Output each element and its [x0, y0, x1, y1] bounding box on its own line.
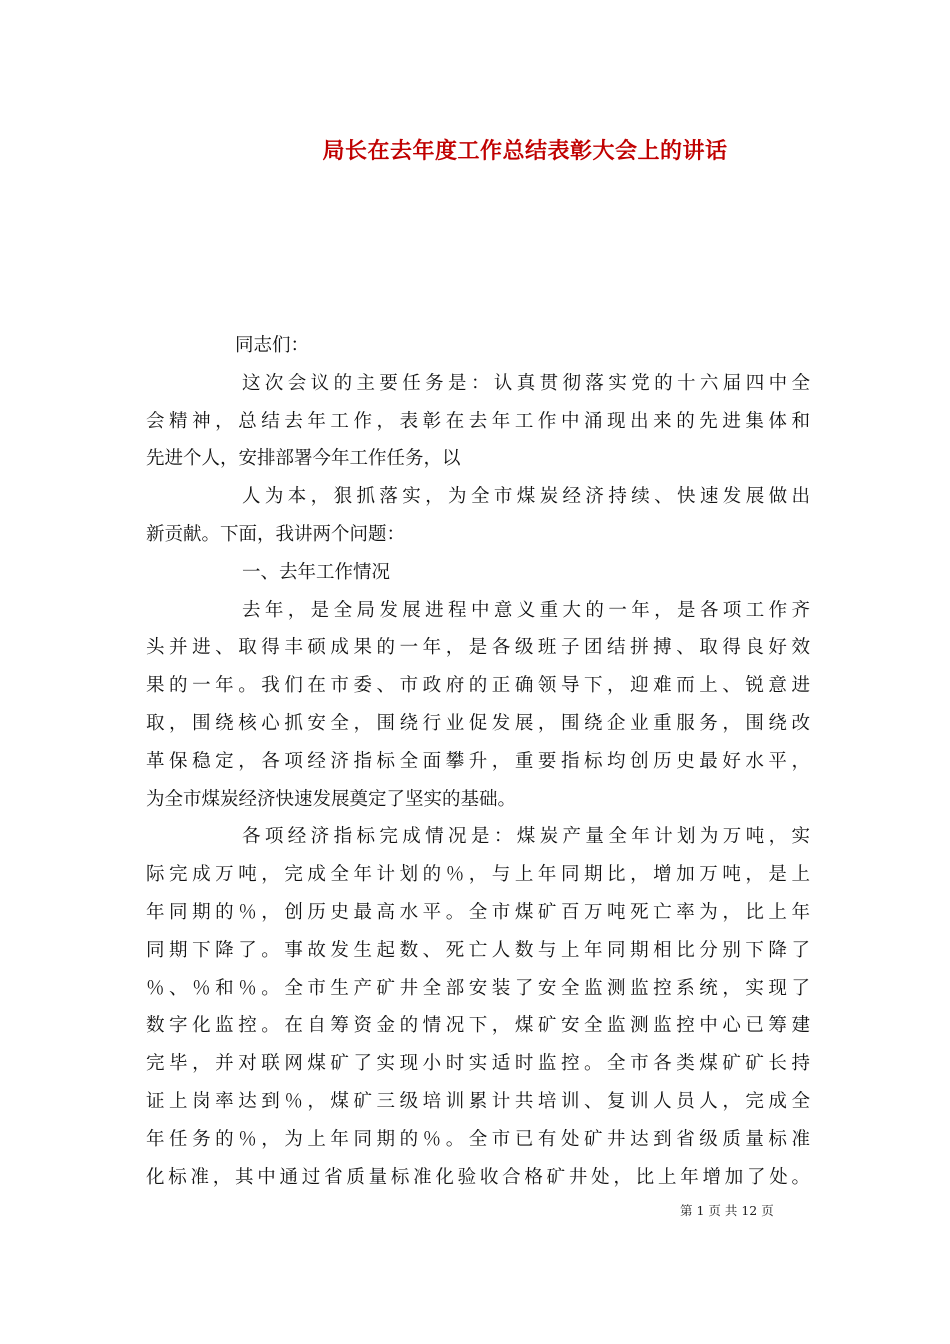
document-title: 局长在去年度工作总结表彰大会上的讲话	[322, 138, 728, 164]
paragraph-line: 人为本，狠抓落实，为全市煤炭经济持续、快速发展做出	[242, 486, 810, 508]
paragraph-line: 数字化监控。在自筹资金的情况下，煤矿安全监测监控中心已筹建	[146, 1015, 810, 1037]
paragraph-line: 完毕，并对联网煤矿了实现小时实适时监控。全市各类煤矿矿长持	[146, 1053, 810, 1075]
paragraph-line: 这次会议的主要任务是：认真贯彻落实党的十六届四中全	[242, 372, 810, 394]
document-body	[146, 327, 810, 1196]
section-heading: 一、去年工作情况	[242, 561, 391, 583]
page-number: 第 1 页 共 12 页	[680, 1203, 774, 1218]
paragraph-line: 化标准，其中通过省质量标准化验收合格矿井处，比上年增加了处。	[146, 1166, 810, 1188]
paragraph-line: 证上岗率达到％，煤矿三级培训累计共培训、复训人员人，完成全	[146, 1090, 810, 1112]
paragraph-line: 去年，是全局发展进程中意义重大的一年，是各项工作齐	[242, 599, 810, 621]
salutation: 同志们：	[235, 335, 310, 356]
paragraph-line: 革保稳定，各项经济指标全面攀升，重要指标均创历史最好水平，	[146, 750, 810, 772]
paragraph-line: 年任务的％，为上年同期的％。全市已有处矿井达到省级质量标准	[146, 1128, 810, 1150]
paragraph-line: 新贡献。下面，我讲两个问题：	[146, 523, 406, 545]
paragraph-line: ％、％和％。全市生产矿井全部安装了安全监测监控系统，实现了	[146, 977, 810, 999]
paragraph-line: 际完成万吨，完成全年计划的％，与上年同期比，增加万吨，是上	[146, 864, 810, 886]
paragraph-line: 各项经济指标完成情况是：煤炭产量全年计划为万吨，实	[242, 826, 810, 848]
paragraph-line: 会精神，总结去年工作，表彰在去年工作中涌现出来的先进集体和	[146, 410, 810, 432]
paragraph-line: 头并进、取得丰硕成果的一年，是各级班子团结拼搏、取得良好效	[146, 637, 810, 659]
paragraph-line: 果的一年。我们在市委、市政府的正确领导下，迎难而上、锐意进	[146, 675, 810, 697]
paragraph-line: 先进个人，安排部署今年工作任务，以	[146, 448, 461, 470]
paragraph-line: 取，围绕核心抓安全，围绕行业促发展，围绕企业重服务，围绕改	[146, 712, 810, 734]
paragraph-line: 同期下降了。事故发生起数、死亡人数与上年同期相比分别下降了	[146, 939, 810, 961]
paragraph-line: 年同期的％，创历史最高水平。全市煤矿百万吨死亡率为，比上年	[146, 901, 810, 923]
paragraph-line: 为全市煤炭经济快速发展奠定了坚实的基础。	[146, 788, 517, 810]
